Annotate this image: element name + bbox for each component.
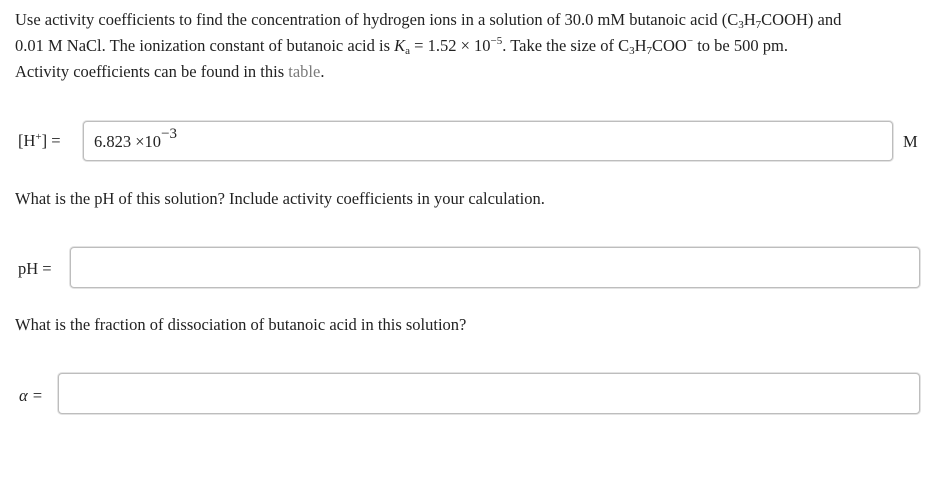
activity-table-link[interactable]: table [288, 62, 321, 81]
superscript: + [35, 131, 42, 143]
problem-text: . [320, 62, 325, 81]
mantissa: 6.823 ×10 [94, 132, 162, 151]
subscript: a [405, 45, 411, 57]
problem-text: COOH) and [761, 10, 842, 29]
problem-text: H [743, 10, 756, 29]
h-concentration-value [94, 126, 178, 152]
subscript: 7 [646, 45, 653, 57]
problem-statement [15, 7, 925, 85]
ph-label: pH = [18, 259, 52, 278]
problem-text: COO [652, 36, 687, 55]
exponent: −3 [161, 126, 178, 142]
problem-text: Activity coefficients can be found in this [15, 62, 289, 81]
molar-unit: M [903, 132, 918, 151]
superscript: − [686, 35, 694, 47]
h-concentration-input[interactable] [83, 121, 893, 161]
alpha-label: α = [19, 386, 43, 405]
ph-input[interactable] [70, 247, 920, 288]
h-concentration-label [18, 131, 61, 151]
problem-text: H [634, 36, 647, 55]
subscript: 3 [738, 19, 744, 31]
alpha-input[interactable] [58, 373, 920, 414]
problem-text: Use activity coefficients to find the concentration of hydrogen ions in a solution of 30.0 mM butanoic acid (C [15, 10, 739, 29]
problem-text: = 1.52 × 10 [410, 36, 491, 55]
ph-question: What is the pH of this solution? Include activity coefficients in your calculation. [15, 189, 545, 208]
label-text: [H [18, 131, 36, 150]
ka-symbol: K [394, 36, 406, 55]
problem-text: 0.01 M NaCl. The ionization constant of butanoic acid is [15, 36, 395, 55]
label-text: ] = [41, 131, 61, 150]
subscript: 3 [629, 45, 635, 57]
superscript: −5 [490, 35, 503, 47]
problem-text: to be 500 pm. [693, 36, 788, 55]
subscript: 7 [755, 19, 762, 31]
alpha-question: What is the fraction of dissociation of butanoic acid in this solution? [15, 315, 467, 334]
problem-text: . Take the size of C [502, 36, 630, 55]
